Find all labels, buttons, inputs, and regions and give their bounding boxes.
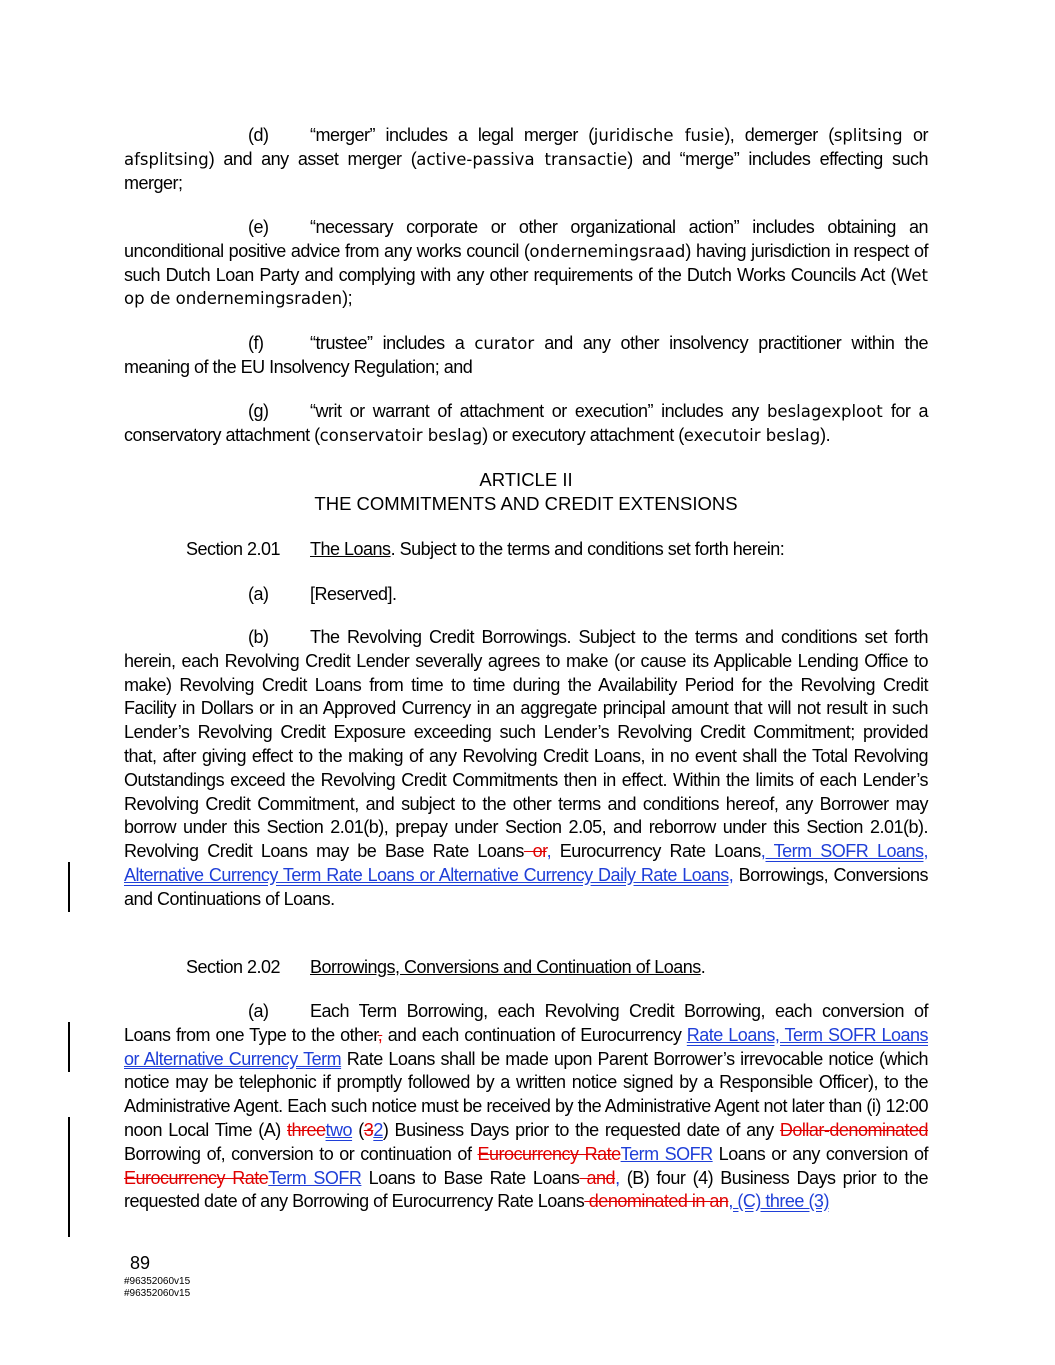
inserted-text: Term SOFR: [268, 1167, 362, 1188]
paragraph-f: (f) “trustee” includes a curator and any other insolvency practitioner within the meaning of the EU Insolvency Regulation; and: [124, 333, 928, 377]
deleted-text: ,: [377, 1024, 383, 1045]
paragraph-e: (e) “necessary corporate or other organizational action” includes obtaining an unconditional positive advice from any works council (ondernemingsraad) having jurisdiction in respect of such Dutch Loan Party and complying with any other requirements of the Dutch Works Councils Act (Wet op de ondernemingsraden);: [124, 217, 929, 309]
article-title: THE COMMITMENTS AND CREDIT EXTENSIONS: [314, 493, 738, 514]
deleted-text: denominated in an: [584, 1191, 729, 1212]
page-number: 89: [130, 1253, 151, 1273]
inserted-text: ,: [615, 1167, 620, 1188]
paragraph-marker: (b): [248, 627, 269, 647]
inserted-text: , (C) three (3): [728, 1191, 829, 1212]
section-title: Borrowings, Conversions and Continuation of Loans: [310, 957, 701, 977]
deleted-text: Eurocurrency Rate: [477, 1143, 621, 1164]
paragraph-marker: (f): [248, 333, 264, 353]
paragraph-g: (g) “writ or warrant of attachment or execution” includes any beslagexploot for a conservatory attachment (conservatoir beslag) or executory attachment (executoir beslag).: [124, 401, 928, 445]
deleted-text: 3: [363, 1119, 374, 1140]
inserted-text: Rate Loans, Term SOFR Loans or Alternative Currency Term: [124, 1024, 928, 1069]
paragraph-2-01-a: (a) [Reserved].: [124, 583, 928, 607]
deleted-text: and: [579, 1167, 616, 1188]
inserted-text: 2: [373, 1119, 383, 1140]
dutch-term: Wet op de ondernemingsraden: [124, 265, 928, 309]
deleted-text: Eurocurrency Rate: [124, 1167, 269, 1188]
dutch-term: afsplitsing: [124, 149, 209, 169]
dutch-term: curator: [474, 334, 535, 353]
section-number: Section 2.02: [186, 957, 281, 977]
section-number: Section 2.01: [186, 539, 281, 559]
dutch-term: beslagexploot: [766, 402, 883, 421]
inserted-text: ,: [546, 841, 552, 862]
inserted-text: Term SOFR: [620, 1143, 713, 1164]
dutch-term: ondernemingsraad: [529, 241, 686, 261]
document-id: #96352060v15: [124, 1276, 191, 1287]
paragraph-marker: (a): [248, 1001, 269, 1021]
paragraph-2-01-b: (b) The Revolving Credit Borrowings. Subject to the terms and conditions set forth herein, each Revolving Credit Lender severally agrees to make (or cause its Applicable Lending Office to make) Revolving Credit Loans from time to time during the Availability Period for the Revolving Credit Facility in Dollars or in an Approved Currency in an aggregate principal amount that will not result in such Lender’s Revolving Credit Exposure exceeding such Lender’s Revolving Credit Commitment; provided that, after giving effect to the making of any Revolving Credit Loans, in no event shall the Total Revolving Outstandings exceed the Revolving Credit Commitments then in effect. Within the limits of each Lender’s Revolving Credit Commitment, and subject to the other terms and conditions hereof, any Borrower may borrow under this Section 2.01(b), prepay under Section 2.05, and reborrow under this Section 2.01(b). Revolving Credit Loans may be Base Rate Loans or, Eurocurrency Rate Loans, Term SOFR Loans, Alternative Currency Term Rate Loans or Alternative Currency Daily Rate Loans, Borrowings, Conversions and Continuations of Loans.: [124, 627, 928, 909]
inserted-text: , Term SOFR Loans, Alternative Currency Term Rate Loans or Alternative Currency Daily Rate Loans,: [124, 841, 928, 885]
paragraph-2-02-a: (a) Each Term Borrowing, each Revolving Credit Borrowing, each conversion of Loans from one Type to the other, and each continuation of Eurocurrency Rate Loans, Term SOFR Loans or Alternative Currency Term Rate Loans shall be made upon Parent Borrower’s irrevocable notice (which notice may be telephonic if promptly followed by a written notice signed by a Responsible Officer), to the Administrative Agent. Each such notice must be received by the Administrative Agent not later than (i) 12:00 noon Local Time (A) threetwo (32) Business Days prior to the requested date of any Dollar-denominated Borrowing of, conversion to or continuation of Eurocurrency RateTerm SOFR Loans or any conversion of Eurocurrency RateTerm SOFR Loans to Base Rate Loans and, (B) four (4) Business Days prior to the requested date of any Borrowing of Eurocurrency Rate Loans denominated in an, (C) three (3): [124, 1001, 928, 1212]
paragraph-marker: (g): [248, 401, 269, 421]
article-number: ARTICLE II: [479, 469, 573, 490]
paragraph-marker: (d): [248, 125, 269, 145]
section-2-01-heading: Section 2.01 The Loans. Subject to the terms and conditions set forth herein:: [186, 538, 928, 562]
dutch-term: executoir beslag: [683, 425, 821, 445]
deleted-text: or: [523, 841, 547, 862]
dutch-term: splitsing: [833, 126, 903, 145]
dutch-term: conservatoir beslag: [319, 425, 483, 445]
dutch-term: juridische fusie: [593, 126, 725, 145]
paragraph-marker: (e): [248, 217, 269, 237]
section-2-02-heading: Section 2.02 Borrowings, Conversions and Continuation of Loans.: [186, 956, 928, 980]
paragraph-marker: (a): [248, 584, 269, 604]
change-bar: [68, 862, 70, 912]
deleted-text: Dollar-denominated: [779, 1119, 928, 1140]
document-id: #96352060v15: [124, 1288, 191, 1299]
change-bar: [68, 1022, 70, 1072]
dutch-term: active-passiva transactie: [416, 149, 628, 169]
change-bar: [68, 1117, 70, 1237]
deleted-text: three: [287, 1119, 326, 1140]
section-title: The Loans: [310, 539, 391, 559]
paragraph-d: (d) “merger” includes a legal merger (juridische fusie), demerger (splitsing or afsplitsing) and any asset merger (active-passiva transactie) and “merge” includes effecting such merger;: [124, 125, 928, 193]
inserted-text: two: [325, 1119, 353, 1140]
